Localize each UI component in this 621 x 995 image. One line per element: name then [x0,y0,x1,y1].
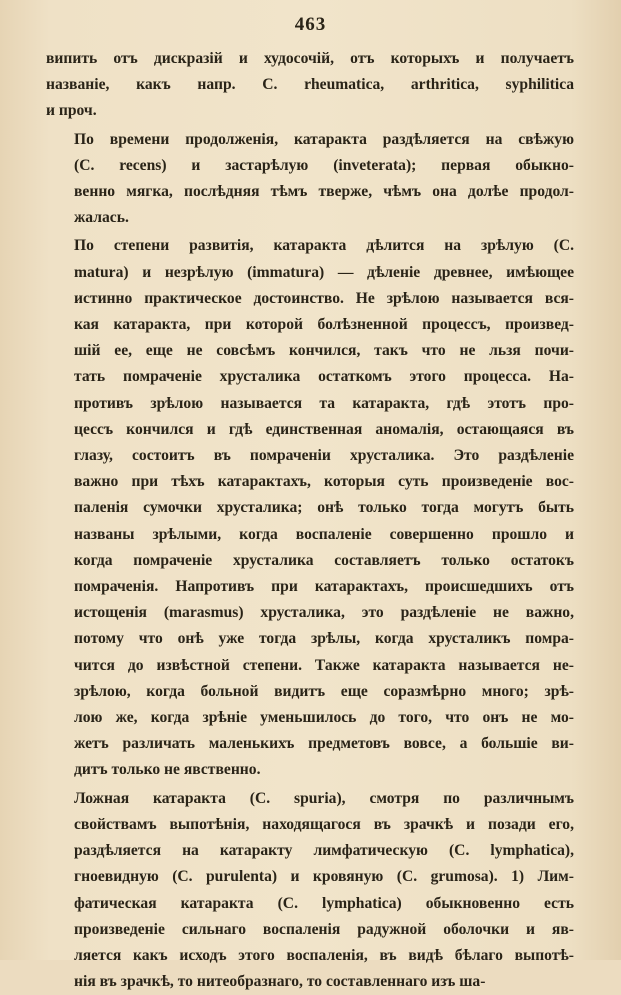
paragraph [46,127,574,232]
text-line: жетъ различать маленькихъ предметовъ вовсе, а большіе ви- [74,735,574,753]
text-line: По степени развитія, катаракта дѣлится на зрѣлую (C. [74,237,574,255]
page-number: 463 [294,14,327,35]
text-line: шій ее, еще не совсѣмъ кончился, такъ что не льзя почи- [74,342,574,360]
text-line: паленія сумочки хрусталика; онѣ только тогда могутъ быть [74,499,574,517]
body-text [46,46,574,995]
text-line: и проч. [46,102,97,120]
text-line: раздѣляется на катаракту лимфатическую (C. lymphatica), [74,842,574,860]
text-line: истинно практическое достоинство. Не зрѣлою называется вся- [74,289,574,307]
text-line: гноевидную (C. purulenta) и кровяную (C. grumosa). 1) Лим- [74,868,574,886]
text-line: кая катаракта, при которой болѣзненной процессъ, произвед- [74,316,574,334]
text-line: ляется какъ исходъ этого воспаленія, въ видѣ бѣлаго выпотѣ- [74,946,574,964]
text-line: свойствамъ выпотѣнія, находящагося въ зрачкѣ и позади его, [74,815,574,833]
text-line: противъ зрѣлою называется та катаракта, гдѣ этотъ про- [74,394,574,412]
text-line: когда помраченіе хрусталика составляетъ только остатокъ [74,551,574,569]
paragraph [46,46,574,125]
text-line: потому что онѣ уже тогда зрѣлы, когда хрусталикъ помра- [74,630,574,648]
text-line: произведеніе сильнаго воспаленія радужной оболочки и яв- [74,920,574,938]
text-line: matura) и незрѣлую (immatura) — дѣленіе древнее, имѣющее [74,263,574,281]
text-line: фатическая катаракта (C. lymphatica) обыкновенно есть [74,894,574,912]
text-line: венно мягка, послѣдняя тѣмъ тверже, чѣмъ она долѣе продол- [74,183,574,201]
text-line: названіе, какъ напр. C. rheumatica, arthritica, syphilitica [46,76,574,94]
text-line: истощенія (marasmus) хрусталика, это раздѣленіе не важно, [74,604,574,622]
text-line: нія въ зрачкѣ, то нитеобразнаго, то составленнаго изъ ша- [74,973,486,991]
text-line: названы зрѣлыми, когда воспаленіе совершенно прошло и [74,525,574,543]
text-line: зрѣлою, когда больной видитъ еще соразмѣрно много; зрѣ- [74,682,574,700]
text-line: глазу, состоитъ въ помраченіи хрусталика. Это раздѣленіе [74,447,574,465]
text-line: жалась. [74,209,129,227]
text-line: випить отъ дискразій и худосочій, отъ которыхъ и получаетъ [46,50,574,67]
text-line: Ложная катаракта (C. spuria), смотря по различнымъ [74,789,574,807]
paragraph [46,786,574,995]
text-line: цессъ кончился и гдѣ единственная аномалія, остающаяся въ [74,420,574,438]
text-line: дитъ только не явственно. [74,761,261,779]
text-line: (C. recens) и застарѣлую (inveterata); первая обыкно- [74,156,574,174]
text-line: важно при тѣхъ катарактахъ, которыя суть произведеніе вос- [74,473,574,491]
paragraph [46,233,574,783]
text-line: тать помраченіе хрусталика остаткомъ этого процесса. На- [74,368,574,386]
text-line: помраченія. Напротивъ при катарактахъ, происшедшихъ отъ [74,578,574,596]
text-line: чится до извѣстной степени. Также катаракта называется не- [74,656,574,674]
text-line: По времени продолженія, катаракта раздѣляется на свѣжую [74,130,574,148]
text-line: лою же, когда зрѣніе уменьшилось до того, что онъ не мо- [74,709,574,727]
